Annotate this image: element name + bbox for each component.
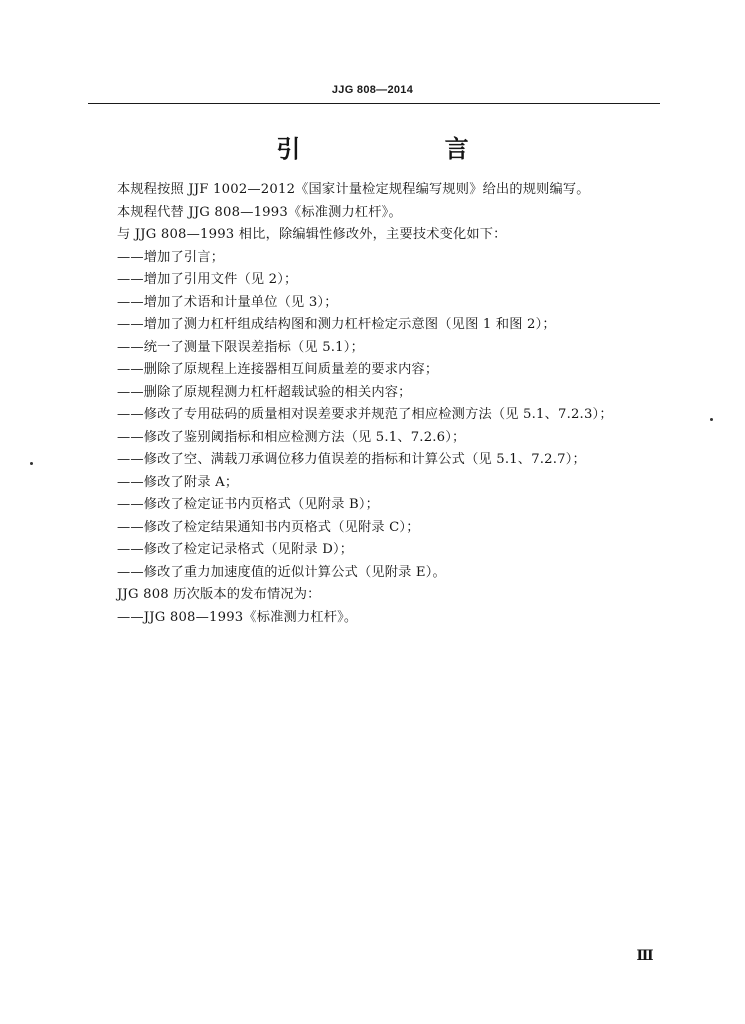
list-item: ——修改了重力加速度值的近似计算公式（见附录 E）。 <box>117 564 446 580</box>
paragraph-line: 本规程按照 JJF 1002—2012《国家计量检定规程编写规则》给出的规则编写。 <box>117 182 590 197</box>
list-item: ——删除了原规程测力杠杆超载试验的相关内容； <box>117 384 412 400</box>
list-item: ——修改了检定证书内页格式（见附录 B）； <box>117 497 380 512</box>
list-item: ——修改了鉴别阈指标和相应检测方法（见 5.1、7.2.6）； <box>117 429 466 445</box>
scan-speck <box>30 462 33 465</box>
page-number: Ⅲ <box>636 949 653 964</box>
list-item: ——统一了测量下限误差指标（见 5.1）； <box>117 339 364 355</box>
paragraph-line: 本规程代替 JJG 808—1993《标准测力杠杆》。 <box>117 204 402 220</box>
list-item: ——JJG 808—1993《标准测力杠杆》。 <box>117 609 358 625</box>
page-header: JJG 808—2014 <box>331 84 414 96</box>
list-item: ——修改了附录 A； <box>117 474 239 490</box>
list-item: ——增加了测力杠杆组成结构图和测力杠杆检定示意图（见图 1 和图 2）； <box>117 317 556 332</box>
list-item: ——增加了引言； <box>117 249 225 265</box>
body-text <box>117 179 677 629</box>
paragraph-line: JJG 808 历次版本的发布情况为： <box>117 587 321 602</box>
list-item: ——增加了引用文件（见 2）； <box>117 272 298 287</box>
list-item: ——修改了空、满载刀承调位移力值误差的指标和计算公式（见 5.1、7.2.7）； <box>117 452 586 467</box>
scan-speck <box>710 418 713 421</box>
header-rule <box>88 103 660 104</box>
list-item: ——删除了原规程上连接器相互间质量差的要求内容； <box>117 362 439 377</box>
list-item: ——增加了术语和计量单位（见 3）； <box>117 294 338 310</box>
page-title: 引 言 <box>276 134 537 163</box>
list-item: ——修改了专用砝码的质量相对误差要求并规范了相应检测方法（见 5.1、7.2.3）； <box>117 407 613 422</box>
list-item: ——修改了检定记录格式（见附录 D）； <box>117 542 354 557</box>
list-item: ——修改了检定结果通知书内页格式（见附录 C）； <box>117 519 420 535</box>
paragraph-line: 与 JJG 808—1993 相比，除编辑性修改外，主要技术变化如下： <box>117 227 507 242</box>
